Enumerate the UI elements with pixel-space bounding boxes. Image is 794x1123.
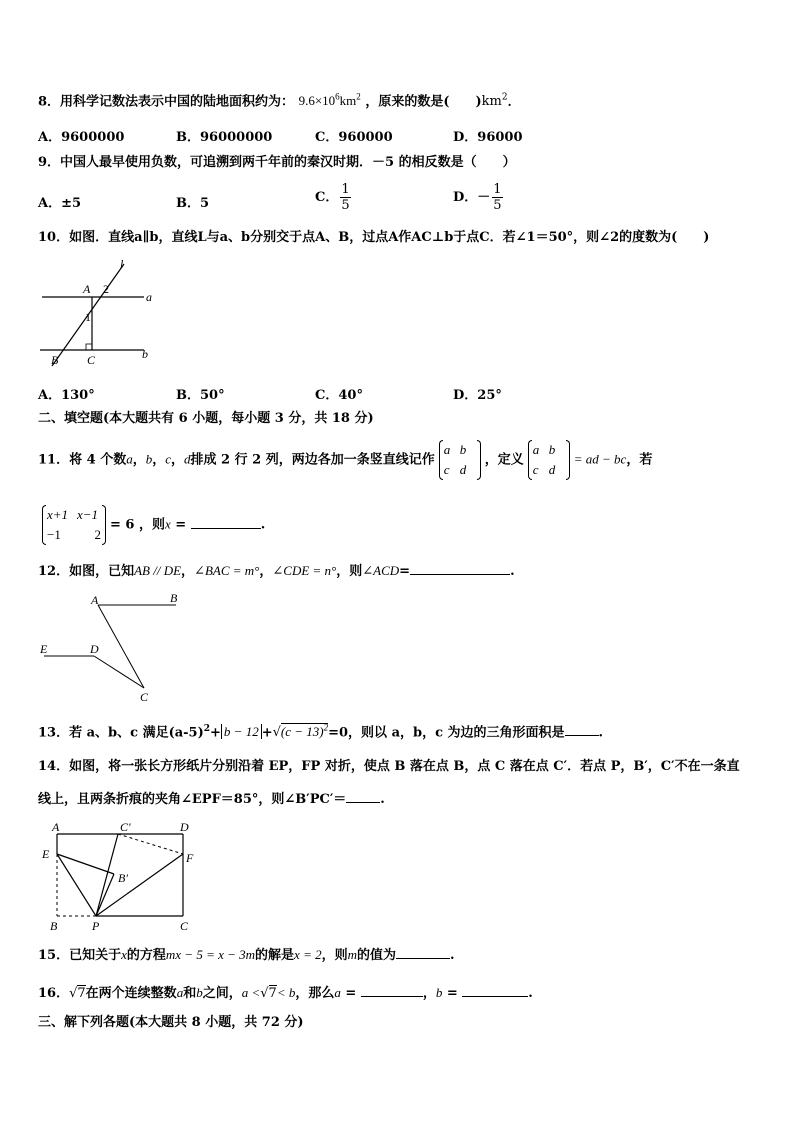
label-C: C [87,353,96,367]
q14-figure [38,818,208,936]
q16-answer-blank-b[interactable] [462,984,528,997]
q9-stem: 9．中国人最早使用负数，可追溯到两千年前的秦汉时期．－5 的相反数是（ ） [38,155,516,170]
q8-option-d[interactable]: D．96000 [453,130,523,145]
q12-answer-blank[interactable] [410,562,510,575]
q8-stem: 8．用科学记数法表示中国的陆地面积约为： $9.6\times 10^6km^2$ ，原来的数是( )$km^2$． [38,92,521,110]
q12-figure [36,590,186,705]
q8-expression: $9.6\times 10^6km^2$ [298,92,361,109]
label-P: P [92,919,100,933]
q10-option-a[interactable]: A．130° [38,388,95,403]
q9-option-a[interactable]: A．±5 [38,196,82,211]
label-B: B [170,591,178,605]
q9-option-d-fraction: $\frac{1}{5}$ [493,182,502,213]
label-E: E [42,847,50,861]
q16-radical-1: √7 [69,986,86,1001]
label-a: a [146,290,152,304]
q13-radical: $√(c - 13)^2$ [272,723,329,741]
label-A: A [83,282,91,296]
q10-option-c[interactable]: C．40° [315,388,363,403]
label-Cp: C′ [120,820,131,834]
label-D: D [90,642,99,656]
q11-matrix-notation: a b c d [437,440,483,480]
q8-unit2: $km^2$ [481,93,508,110]
q8-text: 8．用科学记数法表示中国的陆地面积约为： [38,94,295,110]
q8-text-mid: ，原来的数是( ) [365,94,482,110]
section-2-heading: 二、填空题(本大题共有 6 小题，每小题 3 分，共 18 分) [38,411,374,426]
q13-absolute-value: b − 12 [221,724,262,739]
q10-option-d[interactable]: D．25° [453,388,502,403]
q8-option-a[interactable]: A．9600000 [38,130,125,145]
q11-matrix-definition: a b c d [526,440,572,480]
label-B: B [51,353,59,367]
label-D: D [180,820,189,834]
q10-stem: 10．如图．直线a∥b，直线L与a、b分别交于点A、B，过点A作AC⊥b于点C．若∠1＝50°，则∠2的度数为( ) [38,230,710,245]
q10-figure [36,258,160,368]
q15-answer-blank[interactable] [396,946,450,959]
label-1: 1 [85,310,91,324]
label-A: A [91,593,99,607]
q16-stem: 16．√7在两个连续整数a和b之间，a <√7< b，那么a = ，b = . [38,985,533,1001]
q10-option-b[interactable]: B．50° [176,388,225,403]
q11-answer-blank[interactable] [191,516,261,529]
segment-ac [98,605,144,688]
q11-line1: 11．将 4 个数a，b，c，d排成 2 行 2 列，两边各加一条竖直线记作 a b c d ，定义 a b c d = ad − bc，若 [38,440,652,480]
q9-option-c[interactable]: C． $\frac{1}{5}$ [315,182,350,213]
q15-stem: 15．已知关于x的方程mx − 5 = x − 3m的解是x = 2，则m的值为 . [38,947,455,963]
label-E: E [40,642,48,656]
q14-line1: 14．如图，将一张长方形纸片分别沿着 EP，FP 对折，使点 B 落在点 B，点 C 落在点 C′．若点 P，B′，C′不在一条直 [38,759,740,774]
label-B: B [50,919,58,933]
q14-answer-blank[interactable] [346,790,380,803]
section-3-heading: 三、解下列各题(本大题共 8 小题，共 72 分) [38,1015,304,1030]
label-Bp: B′ [118,871,128,885]
q8-option-b[interactable]: B．96000000 [176,130,273,145]
q8-option-c[interactable]: C．960000 [315,130,393,145]
label-A: A [52,820,60,834]
q11-matrix-given: x+1 x−1 −1 2 [40,505,108,545]
segment-dc [94,656,144,688]
label-b: b [142,347,148,361]
q9-option-c-fraction: $\frac{1}{5}$ [341,182,350,213]
q9-option-d[interactable]: D．－ $\frac{1}{5}$ [453,182,502,213]
q11-line2: x+1 x−1 −1 2 = 6 ，则x = . [38,505,265,545]
q14-line2: 线上，且两条折痕的夹角∠EPF＝85°，则∠B′PC′＝ . [38,792,385,807]
label-2: 2 [103,282,109,296]
q16-radical-2: √7 [260,986,277,1001]
q13-answer-blank[interactable] [565,723,599,736]
label-F: F [186,851,194,865]
q13-stem: 13．若 a、b、c 满足$(a-5)^2+ b - 12 +√(c - 13)^2=0$，则以 a，b，c 为边的三角形面积是 . [38,723,604,741]
q9-option-b[interactable]: B．5 [176,196,210,211]
label-l: l [120,258,124,271]
q12-stem: 12．如图，已知AB // DE，∠BAC = m°，∠CDE = n°，则∠ACD= . [38,563,515,579]
right-angle-mark [86,344,92,350]
label-C: C [140,690,149,704]
q16-answer-blank-a[interactable] [361,984,423,997]
label-C: C [180,919,189,933]
